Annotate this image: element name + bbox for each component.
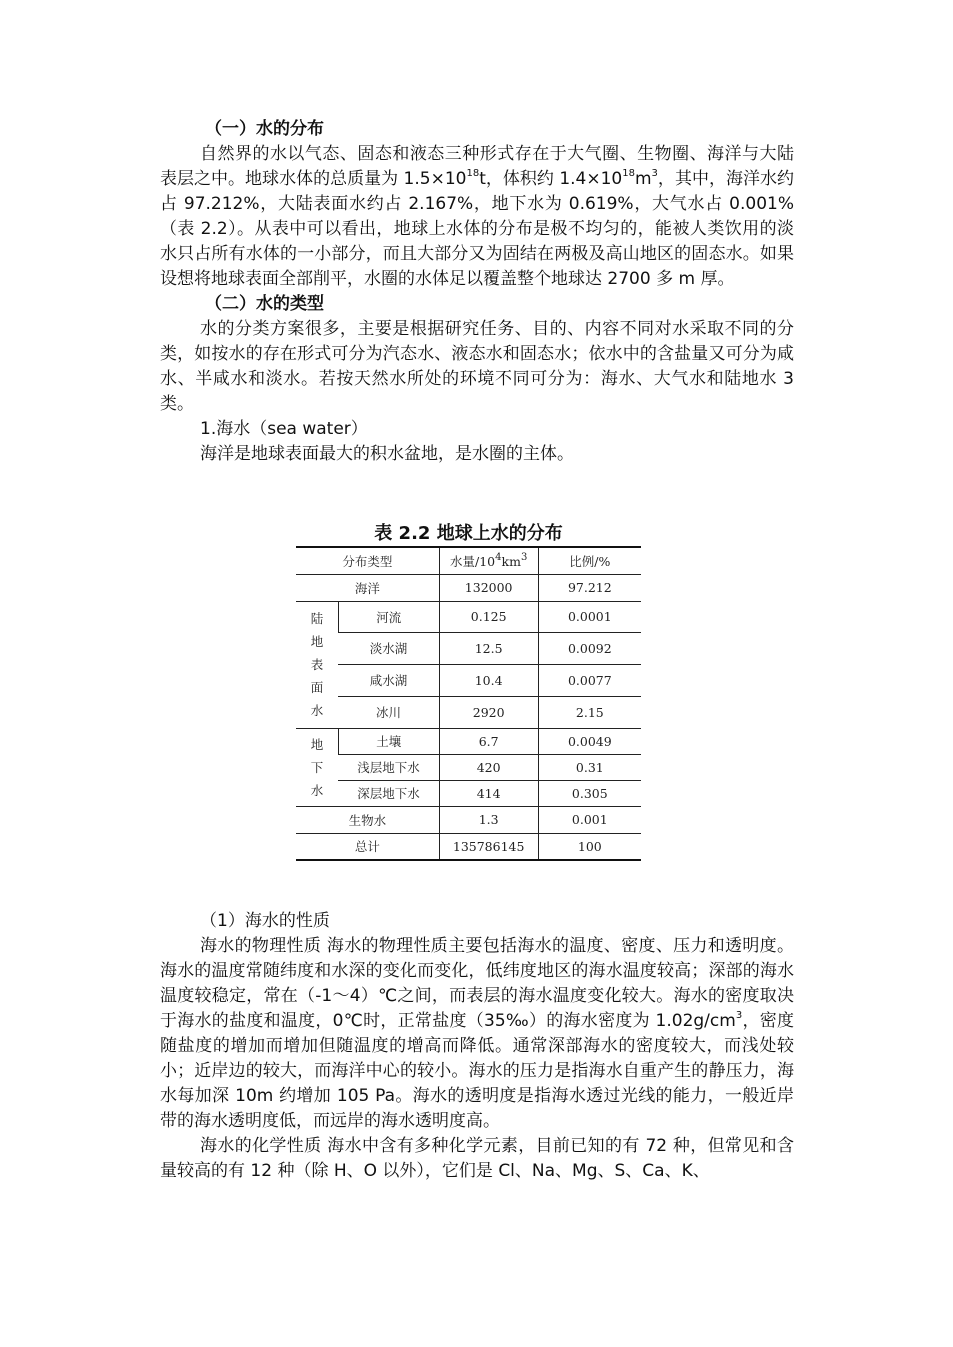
cell-name: 总计 (296, 833, 439, 860)
text-run: t，体积约 1.4×10 (479, 169, 623, 189)
table-caption: 表 2.2 地球上水的分布 (374, 523, 563, 544)
paragraph-physical-properties (160, 934, 794, 1134)
table-row (296, 632, 641, 664)
cell-name: 生物水 (296, 806, 439, 833)
cell-amount: 10.4 (439, 664, 538, 696)
table-total-row (296, 833, 641, 860)
group-char: 地 (310, 634, 324, 649)
cell-name: 河流 (338, 601, 439, 632)
table-row (296, 574, 641, 601)
group-char: 水 (310, 703, 324, 718)
superscript: 3 (735, 1010, 743, 1022)
cell-name: 冰川 (338, 696, 439, 728)
cell-ratio: 0.305 (538, 780, 641, 806)
header-amount-text: 水量/10 (450, 553, 496, 569)
cell-amount: 135786145 (439, 833, 538, 860)
superscript: 3 (651, 168, 658, 180)
header-amount-unit: km (501, 553, 521, 569)
paragraph-water-distribution (160, 142, 794, 292)
header-type: 分布类型 (296, 547, 439, 574)
table-row (296, 664, 641, 696)
cell-amount: 132000 (439, 574, 538, 601)
paragraph-ocean: 海洋是地球表面最大的积水盆地，是水圈的主体。 (200, 444, 574, 464)
paragraph-chemical-properties: 海水的化学性质 海水中含有多种化学元素，目前已知的有 72 种，但常见和含量较高的有 12 种（除 H、O 以外），它们是 Cl、Na、Mg、S、Ca、K、 (160, 1136, 794, 1181)
cell-name: 深层地下水 (338, 780, 439, 806)
cell-ratio: 0.31 (538, 754, 641, 780)
cell-amount: 0.125 (439, 601, 538, 632)
text-run: ，其中，海洋水约占 97.212%，大陆表面水约占 2.167%，地下水为 0.619%，大气水占 0.001%（表 2.2）。从表中可以看出，地球上水体的分布是极不均匀的，能被人类饮用的淡水只占所有水体的一小部分，而且大部分又为固结在两极及高山地区的固态水。如果设想将地球表面全部削平，水圈的水体足以覆盖整个地球达 2700 多 m 厚。 (160, 169, 794, 289)
group-char: 下 (310, 759, 324, 775)
table-row (296, 780, 641, 806)
cell-name: 咸水湖 (338, 664, 439, 696)
water-distribution-table (296, 546, 641, 861)
group-char: 地 (310, 736, 324, 752)
group-char: 面 (310, 680, 324, 695)
cell-ratio: 0.0001 (538, 601, 641, 632)
superscript: 4 (495, 551, 502, 563)
cell-ratio: 100 (538, 833, 641, 860)
cell-name: 浅层地下水 (338, 754, 439, 780)
cell-ratio: 0.001 (538, 806, 641, 833)
text-run: 海水的物理性质 海水的物理性质主要包括海水的温度、密度、压力和透明度。海水的温度常随纬度和水深的变化而变化，低纬度地区的海水温度较高；深部的海水温度较稳定，常在（-1～4）℃之间，而表层的海水温度变化较大。海水的密度取决于海水的盐度和温度，0℃时，正常盐度（35‰）的海水密度为 1.02g/cm (160, 936, 794, 1031)
cell-amount: 414 (439, 780, 538, 806)
superscript: 18 (466, 168, 480, 180)
superscript: 18 (622, 168, 635, 180)
cell-amount: 12.5 (439, 632, 538, 664)
upper-text-block (160, 117, 794, 467)
section-heading-distribution: （一）水的分布 (205, 119, 324, 139)
cell-ratio: 2.15 (538, 696, 641, 728)
cell-ratio: 0.0049 (538, 728, 641, 754)
table-header-row (296, 547, 641, 574)
cell-ratio: 0.0077 (538, 664, 641, 696)
superscript: 3 (520, 551, 528, 563)
cell-name: 淡水湖 (338, 632, 439, 664)
cell-amount: 6.7 (439, 728, 538, 754)
cell-ratio: 97.212 (538, 574, 641, 601)
text-run: 自然界的水以气态、固态和液态三种形式存在于大气圈、生物圈、海洋与大陆表层之中。地球水体的总质量为 1.5×10 (160, 144, 794, 189)
lower-text-block (160, 909, 794, 1184)
header-amount (439, 547, 538, 574)
group-char: 表 (310, 657, 324, 672)
cell-name: 土壤 (338, 728, 439, 754)
group-char: 水 (310, 782, 324, 798)
paragraph-water-types: 水的分类方案很多，主要是根据研究任务、目的、内容不同对水采取不同的分类，如按水的存在形式可分为汽态水、液态水和固态水；依水中的含盐量又可分为咸水、半咸水和淡水。若按天然水所处的环境不同可分为：海水、大气水和陆地水 3 类。 (160, 319, 794, 414)
table-row (296, 601, 641, 632)
section-heading-types: （二）水的类型 (205, 294, 324, 314)
text-run: m (634, 169, 652, 189)
table-row (296, 806, 641, 833)
group-label-surface-water (296, 601, 338, 728)
group-label-groundwater (296, 728, 338, 806)
text-run: ，密度随盐度的增加而增加但随温度的增高而降低。通常深部海水的密度较大，而浅处较小；近岸边的较大，而海洋中心的较小。海水的压力是指海水自重产生的静压力，海水每加深 10m 约增加 105 Pa。海水的透明度是指海水透过光线的能力，一般近岸带的海水透明度低，而远岸的海水透明度高。 (160, 1011, 795, 1131)
subheading-sea-water: 1.海水（sea water） (200, 419, 368, 439)
table-row (296, 754, 641, 780)
cell-amount: 2920 (439, 696, 538, 728)
cell-amount: 1.3 (439, 806, 538, 833)
cell-name: 海洋 (296, 574, 439, 601)
group-char: 陆 (310, 611, 324, 626)
cell-ratio: 0.0092 (538, 632, 641, 664)
table-row (296, 728, 641, 754)
subheading-seawater-properties: （1）海水的性质 (200, 911, 330, 931)
cell-amount: 420 (439, 754, 538, 780)
header-ratio: 比例/% (538, 547, 641, 574)
table-row (296, 696, 641, 728)
